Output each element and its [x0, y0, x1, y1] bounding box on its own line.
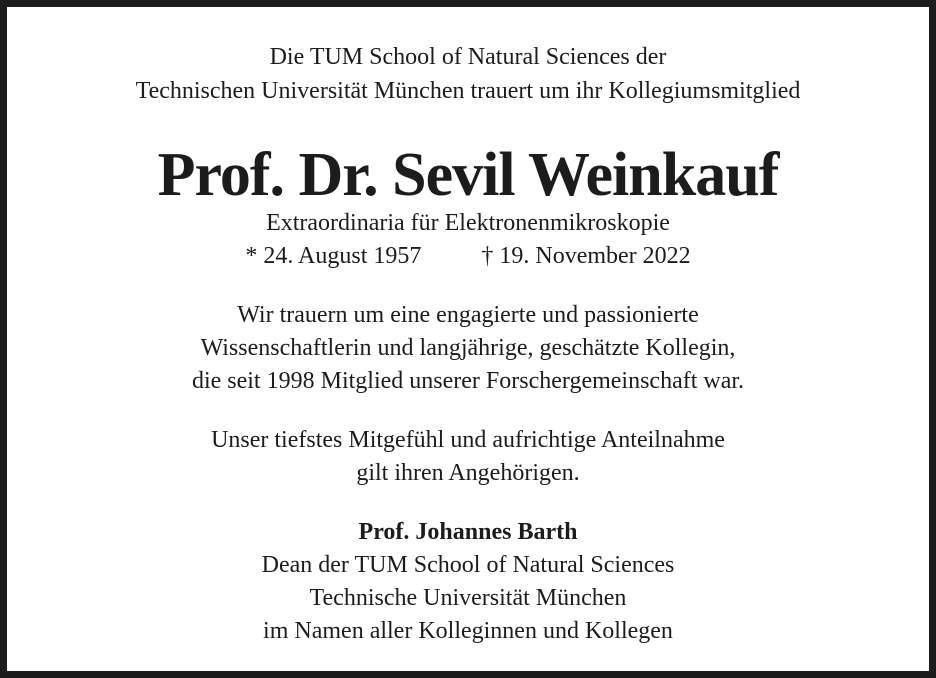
birth-date: * 24. August 1957: [245, 243, 422, 269]
deceased-name: Prof. Dr. Sevil Weinkauf: [157, 141, 779, 209]
death-date: † 19. November 2022: [481, 243, 691, 269]
tribute-line-2: Wissenschaftlerin und langjährige, geschätzte Kollegin,: [200, 335, 736, 361]
tribute-line-3: die seit 1998 Mitglied unserer Forschergemeinschaft war.: [191, 368, 745, 394]
signer-line-3: im Namen aller Kolleginnen und Kollegen: [263, 618, 673, 644]
life-dates: [7, 241, 929, 271]
header-line-1: Die TUM School of Natural Sciences der: [269, 44, 667, 70]
signer-name: Prof. Johannes Barth: [358, 519, 578, 545]
condolence-line-1: Unser tiefstes Mitgefühl und aufrichtige Anteilnahme: [211, 427, 725, 453]
condolence-line-2: gilt ihren Angehörigen.: [356, 460, 580, 486]
deceased-title: Extraordinaria für Elektronenmikroskopie: [266, 210, 670, 236]
signer-line-2: Technische Universität München: [309, 585, 627, 611]
tribute-line-1: Wir trauern um eine engagierte und passionierte: [237, 302, 699, 328]
header-line-2: Technischen Universität München trauert um ihr Kollegiumsmitglied: [135, 78, 801, 104]
signer-line-1: Dean der TUM School of Natural Sciences: [261, 552, 675, 578]
